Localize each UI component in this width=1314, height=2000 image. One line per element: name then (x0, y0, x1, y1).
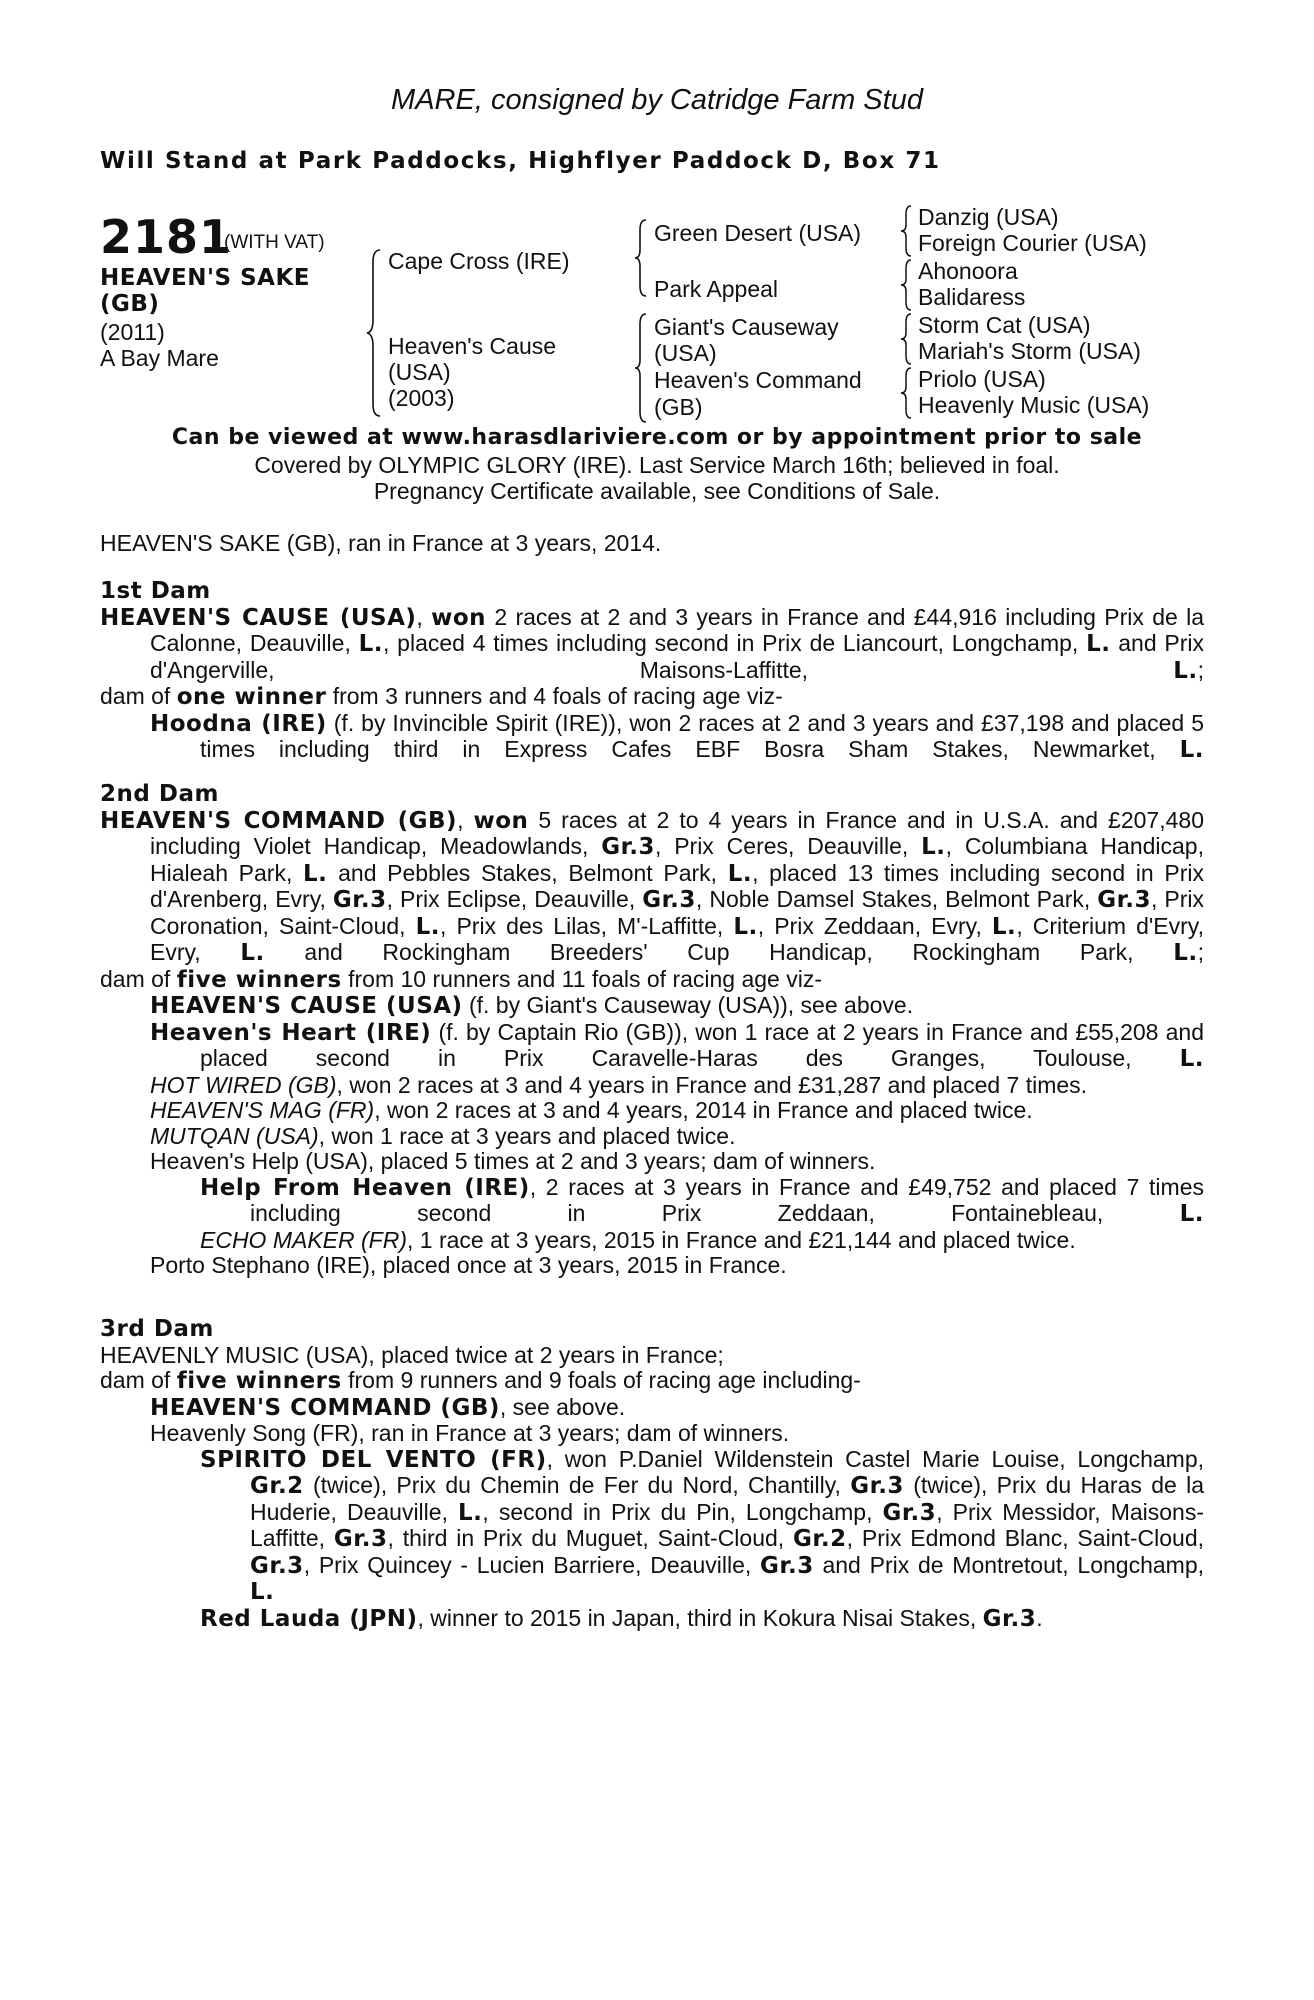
third-dam-entry: HEAVENLY MUSIC (USA), placed twice at 2 years in France; (100, 1341, 724, 1368)
race-text: , Prix Edmond Blanc, Saint-Cloud, (846, 1525, 1205, 1551)
listed-mark: L. (1179, 1201, 1204, 1227)
listed-mark: L. (250, 1579, 275, 1605)
race-text: , third in Prix du Muguet, Saint-Cloud, (387, 1525, 793, 1551)
listed-mark: L. (1173, 657, 1198, 684)
pedigree-ddd: Heavenly Music (USA) (918, 392, 1150, 418)
race-text: (f. by Invincible Spirit (IRE)), won 2 races at 2 and 3 years and £37,198 and placed 5 times including third in Express Cafes EBF Bosra Sham Stakes, Newmarket, (200, 709, 1204, 762)
pedigree-dam-line2: (USA) (388, 359, 451, 385)
separator: , (416, 603, 432, 630)
race-text: , won 2 races at 3 and 4 years, 2014 in France and placed twice. (374, 1097, 1033, 1123)
won-label: won (473, 807, 529, 834)
listed-mark: L. (733, 913, 758, 940)
covered-note: Covered by OLYMPIC GLORY (IRE). Last Service March 16th; believed in foal. (254, 452, 1060, 478)
race-text: and Rockingham Breeders' Cup Handicap, Rockingham Park, (264, 939, 1174, 965)
second-dam-offspring-1 (100, 993, 1204, 1020)
grade-mark: Gr.3 (333, 1526, 388, 1552)
second-dam-offspring-7: Porto Stephano (IRE), placed once at 3 years, 2015 in France. (150, 1252, 787, 1278)
dam-of-text: dam of (100, 965, 177, 992)
pedigree-dam-line3: (2003) (388, 385, 455, 411)
race-text: (twice), Prix du Chemin de Fer du Nord, Chantilly, (303, 1472, 851, 1498)
second-dam-grand-offspring-2 (100, 1228, 1204, 1254)
grade-mark: Gr.3 (850, 1473, 904, 1499)
second-dam-offspring-5 (100, 1124, 1204, 1150)
second-dam-grand-offspring-1 (100, 1175, 1204, 1228)
pedigree-dsd: Mariah's Storm (USA) (918, 338, 1141, 364)
offspring-name: HEAVEN'S MAG (FR) (150, 1097, 375, 1123)
pedigree-brace-dd (898, 366, 914, 420)
race-text: and Prix d'Angerville, Maisons-Laffitte, (150, 630, 1205, 683)
dam-of-text: from 10 runners and 11 foals of racing age viz- (341, 965, 823, 992)
vat-note: (WITH VAT) (224, 232, 325, 253)
second-dam-entry (100, 808, 1204, 967)
first-dam-entry (100, 605, 1204, 685)
pedigree-sds: Ahonoora (918, 258, 1018, 284)
third-dam-offspring-1 (100, 1395, 1204, 1422)
lot-number: 2181 (100, 210, 233, 264)
third-dam-dam-of (100, 1368, 1204, 1395)
second-dam-name: HEAVEN'S COMMAND (GB) (100, 807, 458, 834)
viewing-note: Can be viewed at www.harasdlariviere.com or by appointment prior to sale (171, 425, 1143, 450)
offspring-name: MUTQAN (USA) (150, 1122, 319, 1149)
won-label: won (431, 604, 487, 631)
grade-mark: Gr.3 (601, 834, 655, 860)
grade-mark: Gr.2 (792, 1526, 847, 1552)
grade-mark: Gr.3 (982, 1605, 1037, 1632)
third-dam-offspring-2: Heavenly Song (FR), ran in France at 3 years; dam of winners. (150, 1420, 790, 1446)
pedigree-sire: Cape Cross (IRE) (388, 248, 570, 274)
dam-of-text: dam of (100, 683, 177, 709)
horse-country: (GB) (100, 291, 160, 317)
race-text: (f. by Giant's Causeway (USA)), see above. (462, 992, 914, 1018)
grade-mark: Gr.3 (1097, 887, 1151, 913)
first-dam-name: HEAVEN'S CAUSE (USA) (100, 604, 417, 631)
pedigree-brace-main (364, 248, 384, 418)
race-text: , won 1 race at 3 years and placed twice. (318, 1122, 736, 1149)
second-dam-dam-of (100, 967, 1204, 994)
listed-mark: L. (1179, 1046, 1204, 1072)
race-text: , placed 4 times including second in Prix de Liancourt, Longchamp, (383, 630, 1087, 656)
race-text: (twice), Prix du Haras de la Huderie, Deauville, (250, 1472, 1204, 1525)
race-text: , won P.Daniel Wildenstein Castel Marie Louise, Longchamp, (546, 1445, 1204, 1472)
horse-description: A Bay Mare (100, 345, 219, 371)
pedigree-brace-ds (898, 312, 914, 366)
race-text: , Prix Quincey - Lucien Barriere, Deauville, (303, 1551, 761, 1578)
third-dam-heading: 3rd Dam (100, 1316, 214, 1342)
pedigree-sdd: Balidaress (918, 284, 1026, 310)
offspring-name: Red Lauda (JPN) (200, 1605, 418, 1632)
listed-mark: L. (1173, 940, 1198, 966)
listed-mark: L. (458, 1499, 483, 1526)
grade-mark: Gr.3 (332, 887, 387, 913)
pedigree-brace-sire (632, 218, 650, 298)
third-dam-grand-offspring-1 (100, 1447, 1204, 1606)
listed-mark: L. (921, 834, 946, 860)
foaling-year: (2011) (100, 319, 165, 345)
race-text: . (1036, 1604, 1043, 1631)
offspring-name: HEAVEN'S COMMAND (GB) (150, 1394, 500, 1421)
grade-mark: Gr.3 (760, 1552, 814, 1579)
race-text: , second in Prix du Pin, Longchamp, (482, 1498, 883, 1525)
race-text: , Prix Coronation, Saint-Cloud, (150, 886, 1204, 939)
offspring-name: Heaven's Heart (IRE) (150, 1019, 432, 1046)
race-text: ; (1197, 939, 1204, 965)
race-text: , Criterium d'Evry, Evry, (150, 912, 1204, 965)
pregnancy-note: Pregnancy Certificate available, see Conditions of Sale. (373, 478, 941, 504)
first-dam-section (100, 579, 1204, 764)
first-dam-heading: 1st Dam (100, 578, 211, 604)
listed-mark: L. (303, 860, 328, 887)
listed-mark: L. (991, 913, 1017, 940)
grade-mark: Gr.2 (250, 1473, 304, 1499)
second-dam-offspring-3 (100, 1073, 1204, 1099)
horse-race-record: HEAVEN'S SAKE (GB), ran in France at 3 years, 2014. (100, 530, 662, 556)
pedigree-sss: Danzig (USA) (918, 204, 1059, 230)
race-text: , 1 race at 3 years, 2015 in France and £21,144 and placed twice. (407, 1226, 1076, 1253)
race-text: and Pebbles Stakes, Belmont Park, (327, 859, 728, 886)
winners-count: five winners (176, 1368, 342, 1394)
race-text: , Prix Messidor, Maisons-Laffitte, (250, 1498, 1205, 1551)
race-text: and Prix de Montretout, Longchamp, (813, 1551, 1204, 1578)
race-text: , Prix Zeddaan, Evry, (757, 912, 992, 939)
race-text: 2 races at 2 and 3 years in France and £44,916 including Prix de la Calonne, Deauville, (150, 603, 1204, 656)
race-text: , winner to 2015 in Japan, third in Kokura Nisai Stakes, (417, 1604, 983, 1631)
dam-of-text: dam of (100, 1367, 177, 1393)
offspring-name: SPIRITO DEL VENTO (FR) (200, 1446, 547, 1473)
race-text: , Prix Eclipse, Deauville, (386, 886, 643, 912)
pedigree-dam-sire-line2: (USA) (654, 340, 717, 366)
second-dam-offspring-2 (100, 1020, 1204, 1073)
third-dam-section (100, 1317, 1204, 1632)
stand-location: Will Stand at Park Paddocks, Highflyer Paddock D, Box 71 (100, 148, 941, 174)
third-dam-grand-offspring-2 (100, 1606, 1204, 1633)
pedigree-brace-ss (898, 204, 914, 258)
offspring-name: HOT WIRED (GB) (150, 1071, 337, 1098)
listed-mark: L. (1179, 737, 1204, 763)
second-dam-offspring-4 (100, 1098, 1204, 1124)
offspring-name: Help From Heaven (IRE) (200, 1174, 530, 1201)
race-text: ; (1197, 656, 1204, 683)
pedigree-dds: Priolo (USA) (918, 366, 1046, 392)
offspring-name: HEAVEN'S CAUSE (USA) (150, 993, 463, 1019)
first-dam-dam-of (100, 684, 1204, 711)
pedigree-dam-line1: Heaven's Cause (388, 333, 557, 359)
pedigree-sire-dam: Park Appeal (654, 276, 779, 302)
separator: , (457, 806, 474, 833)
pedigree-dam-sire-line1: Giant's Causeway (654, 314, 839, 340)
offspring-name: ECHO MAKER (FR) (200, 1226, 407, 1253)
offspring-name: Hoodna (IRE) (150, 710, 327, 737)
listed-mark: L. (240, 940, 265, 966)
race-text: 5 races at 2 to 4 years in France and in U.S.A. and £207,480 including Violet Handicap, Meadowlands, (150, 806, 1204, 859)
second-dam-heading: 2nd Dam (100, 781, 219, 807)
race-text: , see above. (499, 1393, 626, 1420)
race-text: , Noble Damsel Stakes, Belmont Park, (695, 886, 1098, 912)
pedigree-ssd: Foreign Courier (USA) (918, 230, 1147, 256)
pedigree-brace-sd (898, 258, 914, 312)
grade-mark: Gr.3 (250, 1552, 304, 1579)
grade-mark: Gr.3 (642, 887, 696, 913)
race-text: , won 2 races at 3 and 4 years in France and £31,287 and placed 7 times. (336, 1071, 1088, 1098)
second-dam-offspring-6: Heaven's Help (USA), placed 5 times at 2 and 3 years; dam of winners. (150, 1148, 876, 1174)
winners-count: one winner (176, 684, 327, 710)
race-text: , Columbiana Handicap, Hialeah Park, (150, 833, 1204, 886)
listed-mark: L. (727, 860, 753, 887)
race-text: , 2 races at 3 years in France and £49,752 and placed 7 times including second in Prix Zeddaan, Fontainebleau, (250, 1173, 1204, 1226)
pedigree-dss: Storm Cat (USA) (918, 312, 1091, 338)
first-dam-offspring (100, 711, 1204, 764)
race-text: , Prix Ceres, Deauville, (654, 833, 922, 859)
pedigree-dam-dam-line2: (GB) (654, 394, 703, 420)
race-text: (f. by Captain Rio (GB)), won 1 race at 2 years in France and £55,208 and placed second in Prix Caravelle-Haras des Granges, Toulouse, (200, 1018, 1204, 1071)
pedigree-dam-dam-line1: Heaven's Command (654, 367, 862, 393)
dam-of-text: from 9 runners and 9 foals of racing age including- (341, 1367, 861, 1393)
horse-name: HEAVEN'S SAKE (100, 265, 310, 291)
grade-mark: Gr.3 (882, 1499, 937, 1526)
pedigree-sire-sire: Green Desert (USA) (654, 220, 862, 246)
race-text: , placed 13 times including second in Prix d'Arenberg, Evry, (150, 859, 1204, 912)
listed-mark: L. (1086, 631, 1111, 657)
listed-mark: L. (415, 913, 441, 940)
second-dam-section (100, 782, 1204, 1279)
consignor-heading: MARE, consigned by Catridge Farm Stud (391, 84, 923, 116)
race-text: , Prix des Lilas, M'-Laffitte, (440, 912, 734, 939)
dam-of-text: from 3 runners and 4 foals of racing age viz- (326, 683, 783, 709)
pedigree-brace-dam (632, 312, 650, 424)
winners-count: five winners (176, 966, 342, 993)
listed-mark: L. (358, 631, 384, 657)
